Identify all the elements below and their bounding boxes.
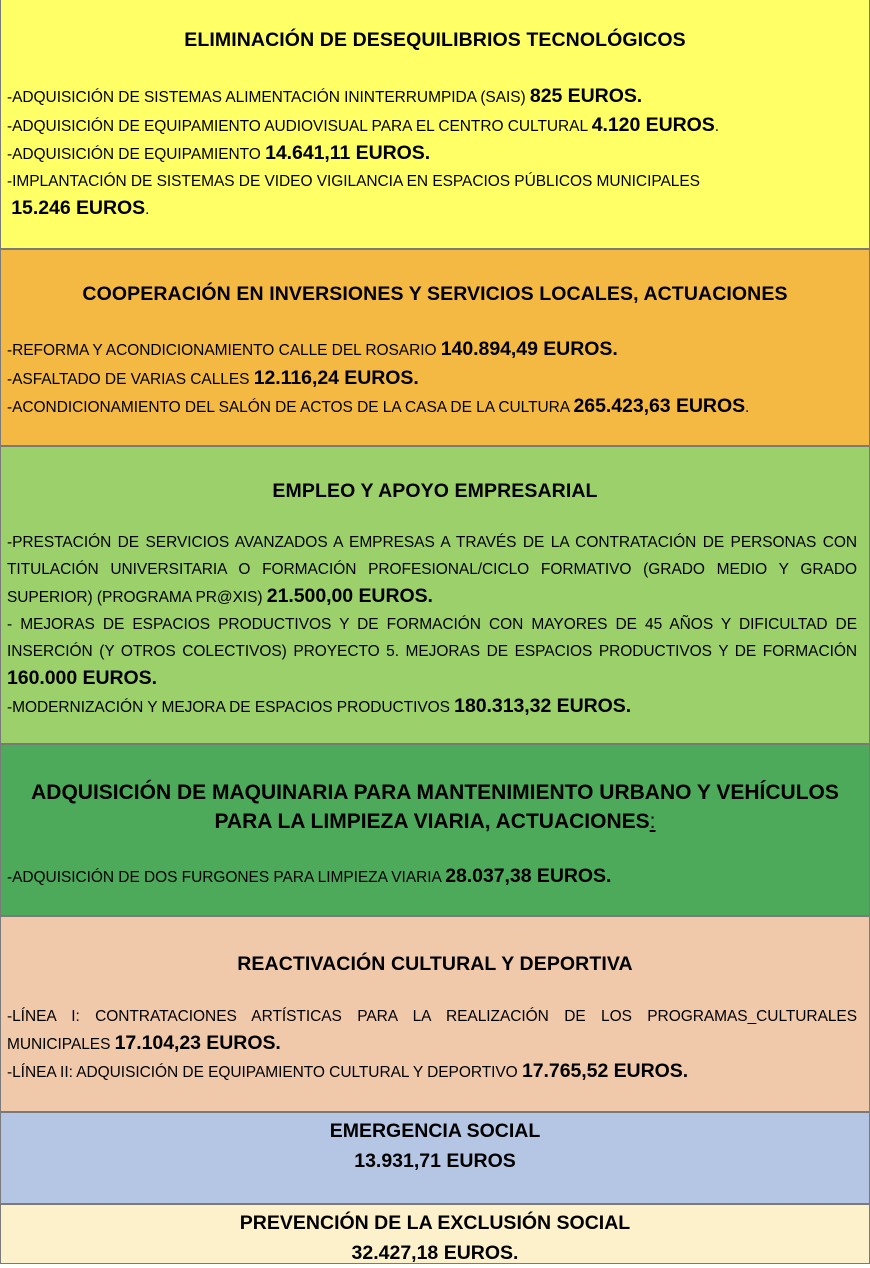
list-item xyxy=(1,83,869,112)
item-text: -IMPLANTACIÓN DE SISTEMAS DE VIDEO VIGILANCIA EN ESPACIOS PÚBLICOS MUNICIPALES xyxy=(7,172,700,190)
item-text: -LÍNEA II: ADQUISICIÓN DE EQUIPAMIENTO CULTURAL Y DEPORTIVO xyxy=(7,1064,522,1081)
item-amount: 4.120 EUROS xyxy=(591,113,715,136)
list-item xyxy=(1,112,869,141)
item-text: -PRESTACIÓN DE SERVICIOS AVANZADOS A EMPRESAS A TRAVÉS DE LA CONTRATACIÓN DE PERSONAS CON TITULACIÓN UNIVERSITARIA O FORMACIÓN PROFESIONAL/CICLO FORMATIVO (GRADO MEDIO Y GRADO SUPERIOR) (PROGRAMA PR@XIS) xyxy=(7,534,857,606)
list-item xyxy=(1,1058,869,1087)
section-title-line xyxy=(1,807,869,836)
section-title: REACTIVACIÓN CULTURAL Y DEPORTIVA xyxy=(237,953,633,975)
section-eliminacion-desequilibrios xyxy=(0,0,870,249)
list-item xyxy=(1,169,869,224)
item-list xyxy=(1,1003,869,1087)
list-item xyxy=(1,693,869,722)
item-amount: 17.104,23 EUROS. xyxy=(114,1032,281,1054)
item-list xyxy=(1,336,869,422)
section-title: PREVENCIÓN DE LA EXCLUSIÓN SOCIAL xyxy=(239,1212,631,1234)
section-empleo-apoyo-empresarial xyxy=(0,446,870,744)
list-item xyxy=(1,336,869,365)
list-item xyxy=(1,611,869,693)
section-title: EMERGENCIA SOCIAL xyxy=(329,1120,541,1142)
item-tail: . xyxy=(714,117,719,135)
section-amount: 13.931,71 EUROS xyxy=(354,1150,516,1172)
item-amount: 180.313,32 EUROS. xyxy=(454,695,632,717)
section-adquisicion-maquinaria xyxy=(0,744,870,916)
section-title: EMPLEO Y APOYO EMPRESARIAL xyxy=(272,480,598,502)
item-text: -ACONDICIONAMIENTO DEL SALÓN DE ACTOS DE LA CASA DE LA CULTURA xyxy=(7,399,574,416)
item-text: -ADQUISICIÓN DE EQUIPAMIENTO AUDIOVISUAL PARA EL CENTRO CULTURAL xyxy=(7,117,592,135)
item-text: -ASFALTADO DE VARIAS CALLES xyxy=(7,370,254,388)
item-amount: 21.500,00 EUROS. xyxy=(266,585,433,607)
list-item xyxy=(1,1003,869,1058)
item-amount: 12.116,24 EUROS. xyxy=(253,366,419,389)
item-list xyxy=(1,529,869,722)
item-text: -ADQUISICIÓN DE EQUIPAMIENTO xyxy=(7,146,266,163)
item-text: -ADQUISICIÓN DE DOS FURGONES PARA LIMPIEZA VIARIA xyxy=(7,869,446,886)
section-title xyxy=(1,778,869,836)
item-text: -ADQUISICIÓN DE SISTEMAS ALIMENTACIÓN ININTERRUMPIDA (SAIS) xyxy=(7,89,530,106)
item-list xyxy=(1,83,869,224)
item-text: -REFORMA Y ACONDICIONAMIENTO CALLE DEL ROSARIO xyxy=(7,342,441,359)
item-amount: 14.641,11 EUROS. xyxy=(265,142,431,164)
item-amount: 140.894,49 EUROS. xyxy=(440,338,618,360)
item-amount: 825 EUROS. xyxy=(529,85,643,107)
section-title: ELIMINACIÓN DE DESEQUILIBRIOS TECNOLÓGICOS xyxy=(184,29,686,51)
item-amount: 15.246 EUROS xyxy=(11,197,146,219)
item-amount: 160.000 EUROS. xyxy=(7,667,157,689)
list-item xyxy=(1,365,869,394)
list-item xyxy=(1,529,869,611)
section-cooperacion-inversiones xyxy=(0,249,870,446)
item-amount: 17.765,52 EUROS. xyxy=(521,1060,689,1082)
list-item xyxy=(1,393,869,422)
item-tail: . xyxy=(145,201,150,218)
section-reactivacion-cultural xyxy=(0,916,870,1112)
item-text: -MODERNIZACIÓN Y MEJORA DE ESPACIOS PRODUCTIVOS xyxy=(7,699,455,716)
section-title: COOPERACIÓN EN INVERSIONES Y SERVICIOS LOCALES, ACTUACIONES xyxy=(82,283,788,305)
section-amount: 32.427,18 EUROS. xyxy=(351,1242,519,1264)
list-item xyxy=(1,863,869,892)
item-amount: 265.423,63 EUROS xyxy=(573,395,746,417)
list-item xyxy=(1,140,869,169)
section-prevencion-exclusion xyxy=(0,1204,870,1264)
section-title-text: PARA LA LIMPIEZA VIARIA, ACTUACIONES xyxy=(214,810,650,833)
item-text: -LÍNEA I: CONTRATACIONES ARTÍSTICAS PARA LA REALIZACIÓN DE LOS PROGRAMAS_CULTURALES MUNICIPALES xyxy=(7,1008,857,1053)
item-tail: . xyxy=(745,399,750,416)
section-title-line: ADQUISICIÓN DE MAQUINARIA PARA MANTENIMIENTO URBANO Y VEHÍCULOS xyxy=(31,781,839,804)
item-list xyxy=(1,863,869,892)
item-text: - MEJORAS DE ESPACIOS PRODUCTIVOS Y DE FORMACIÓN CON MAYORES DE 45 AÑOS Y DIFICULTAD DE INSERCIÓN (Y OTROS COLECTIVOS) PROYECTO 5. MEJORAS DE ESPACIOS PRODUCTIVOS Y DE FORMACIÓN xyxy=(7,616,857,660)
item-amount: 28.037,38 EUROS. xyxy=(445,865,612,887)
section-title-colon: : xyxy=(649,810,656,833)
section-emergencia-social xyxy=(0,1112,870,1204)
